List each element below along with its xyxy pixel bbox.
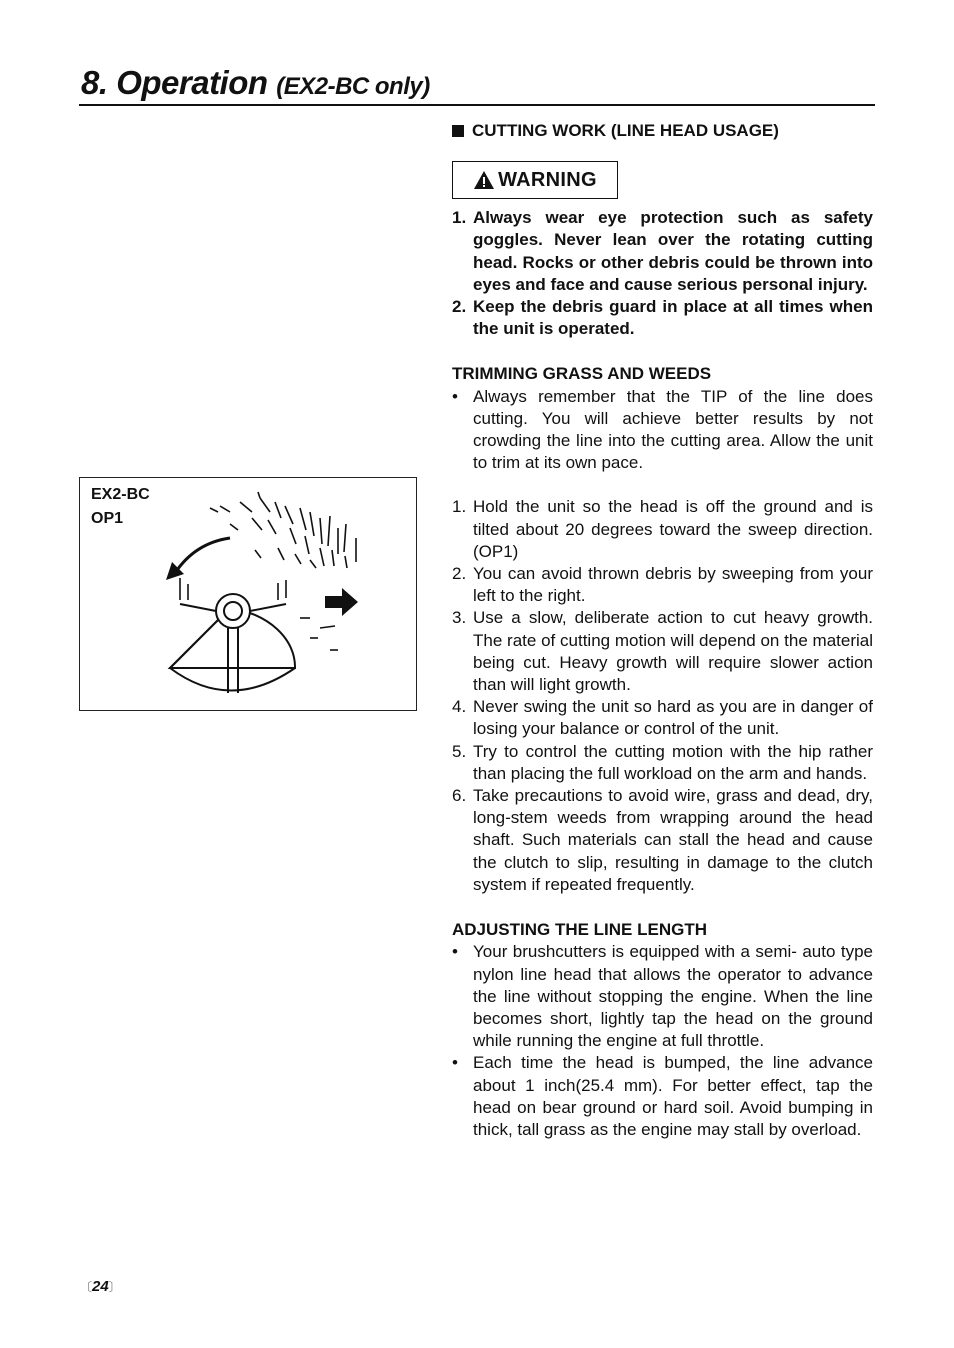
step-number: 4.	[452, 697, 467, 717]
warning-badge	[452, 161, 618, 199]
trimming-step	[452, 607, 873, 696]
figure-op1	[79, 477, 417, 711]
trimming-step	[452, 496, 873, 563]
step-number: 3.	[452, 608, 467, 628]
adjusting-bullet-text: Each time the head is bumped, the line advance about 1 inch(25.4 mm). For better effect, tap the head on bear ground or hard soil. Avoid bumping in thick, tall grass as the engine may stall by overload.	[473, 1053, 873, 1139]
trimming-heading: TRIMMING GRASS AND WEEDS	[452, 364, 712, 384]
page-title	[81, 64, 430, 102]
adjusting-heading: ADJUSTING THE LINE LENGTH	[452, 920, 708, 940]
warning-triangle-icon	[473, 170, 495, 190]
warning-text: Keep the debris guard in place at all times when the unit is operated.	[473, 297, 873, 339]
step-text: Take precautions to avoid wire, grass and dead, dry, long-stem weeds from wrapping around the head shaft. Such materials can stall the head and cause the clutch to slip, resulting in damage to the clutch system if repeated frequently.	[473, 786, 873, 894]
right-column	[452, 120, 873, 1141]
square-bullet-icon	[452, 125, 464, 137]
adjusting-bullet-text: Your brushcutters is equipped with a semi- auto type nylon line head that allows the operator to advance the line without stopping the engine. When the line becomes short, lightly tap the head on the ground while running the engine at full throttle.	[473, 942, 873, 1051]
trimming-step	[452, 785, 873, 896]
section-heading	[452, 120, 873, 142]
bullet-dot-icon: •	[452, 386, 458, 406]
step-number: 2.	[452, 564, 467, 584]
bracket-left: 〔	[80, 1280, 93, 1294]
trimming-step	[452, 696, 873, 740]
bullet-dot-icon: •	[452, 942, 458, 962]
bullet-dot-icon: •	[452, 1053, 458, 1073]
figure-code-label: OP1	[91, 510, 124, 527]
figure-model-label: EX2-BC	[91, 486, 150, 503]
step-text: Hold the unit so the head is off the ground and is tilted about 20 degrees toward the sweep direction. (OP1)	[473, 497, 873, 561]
step-number: 5.	[452, 741, 467, 761]
adjusting-bullet	[452, 941, 873, 1052]
step-text: Never swing the unit so hard as you are in danger of losing your balance or control of the unit.	[473, 697, 873, 739]
trimming-step	[452, 741, 873, 785]
page-header	[79, 60, 875, 106]
trimming-step	[452, 563, 873, 607]
trimmer-sweep-illustration	[160, 488, 400, 698]
adjusting-bullet	[452, 1052, 873, 1141]
page-number	[80, 1278, 121, 1295]
section-heading-text: CUTTING WORK (LINE HEAD USAGE)	[472, 121, 779, 140]
warning-item	[452, 207, 873, 296]
step-text: Try to control the cutting motion with the hip rather than placing the full workload on the arm and hands.	[473, 741, 873, 783]
warning-number: 1.	[452, 208, 467, 228]
step-number: 6.	[452, 786, 467, 806]
step-text: Use a slow, deliberate action to cut heavy growth. The rate of cutting motion will depend on the material being cut. Heavy growth will require slower action than will light growth.	[473, 608, 873, 695]
step-number: 1.	[452, 497, 467, 517]
title-subtitle: (EX2-BC only)	[276, 73, 430, 100]
warning-label: WARNING	[498, 169, 597, 192]
warning-number: 2.	[452, 297, 467, 317]
bracket-right: 〕	[108, 1280, 121, 1294]
trimming-bullet-text: Always remember that the TIP of the line does cutting. You will achieve better results by not crowding the line into the cutting area. Allow the unit to trim at its own pace.	[473, 386, 873, 473]
page-number-text: 24	[92, 1278, 109, 1295]
warning-list	[452, 207, 873, 340]
title-text: 8. Operation	[81, 64, 268, 101]
warning-text: Always wear eye protection such as safety goggles. Never lean over the rotating cutting head. Rocks or other debris could be thrown into eyes and face and cause serious personal injury.	[473, 208, 873, 294]
step-text: You can avoid thrown debris by sweeping from your left to the right.	[473, 564, 873, 606]
warning-item	[452, 296, 873, 340]
trimming-bullet	[452, 386, 873, 475]
